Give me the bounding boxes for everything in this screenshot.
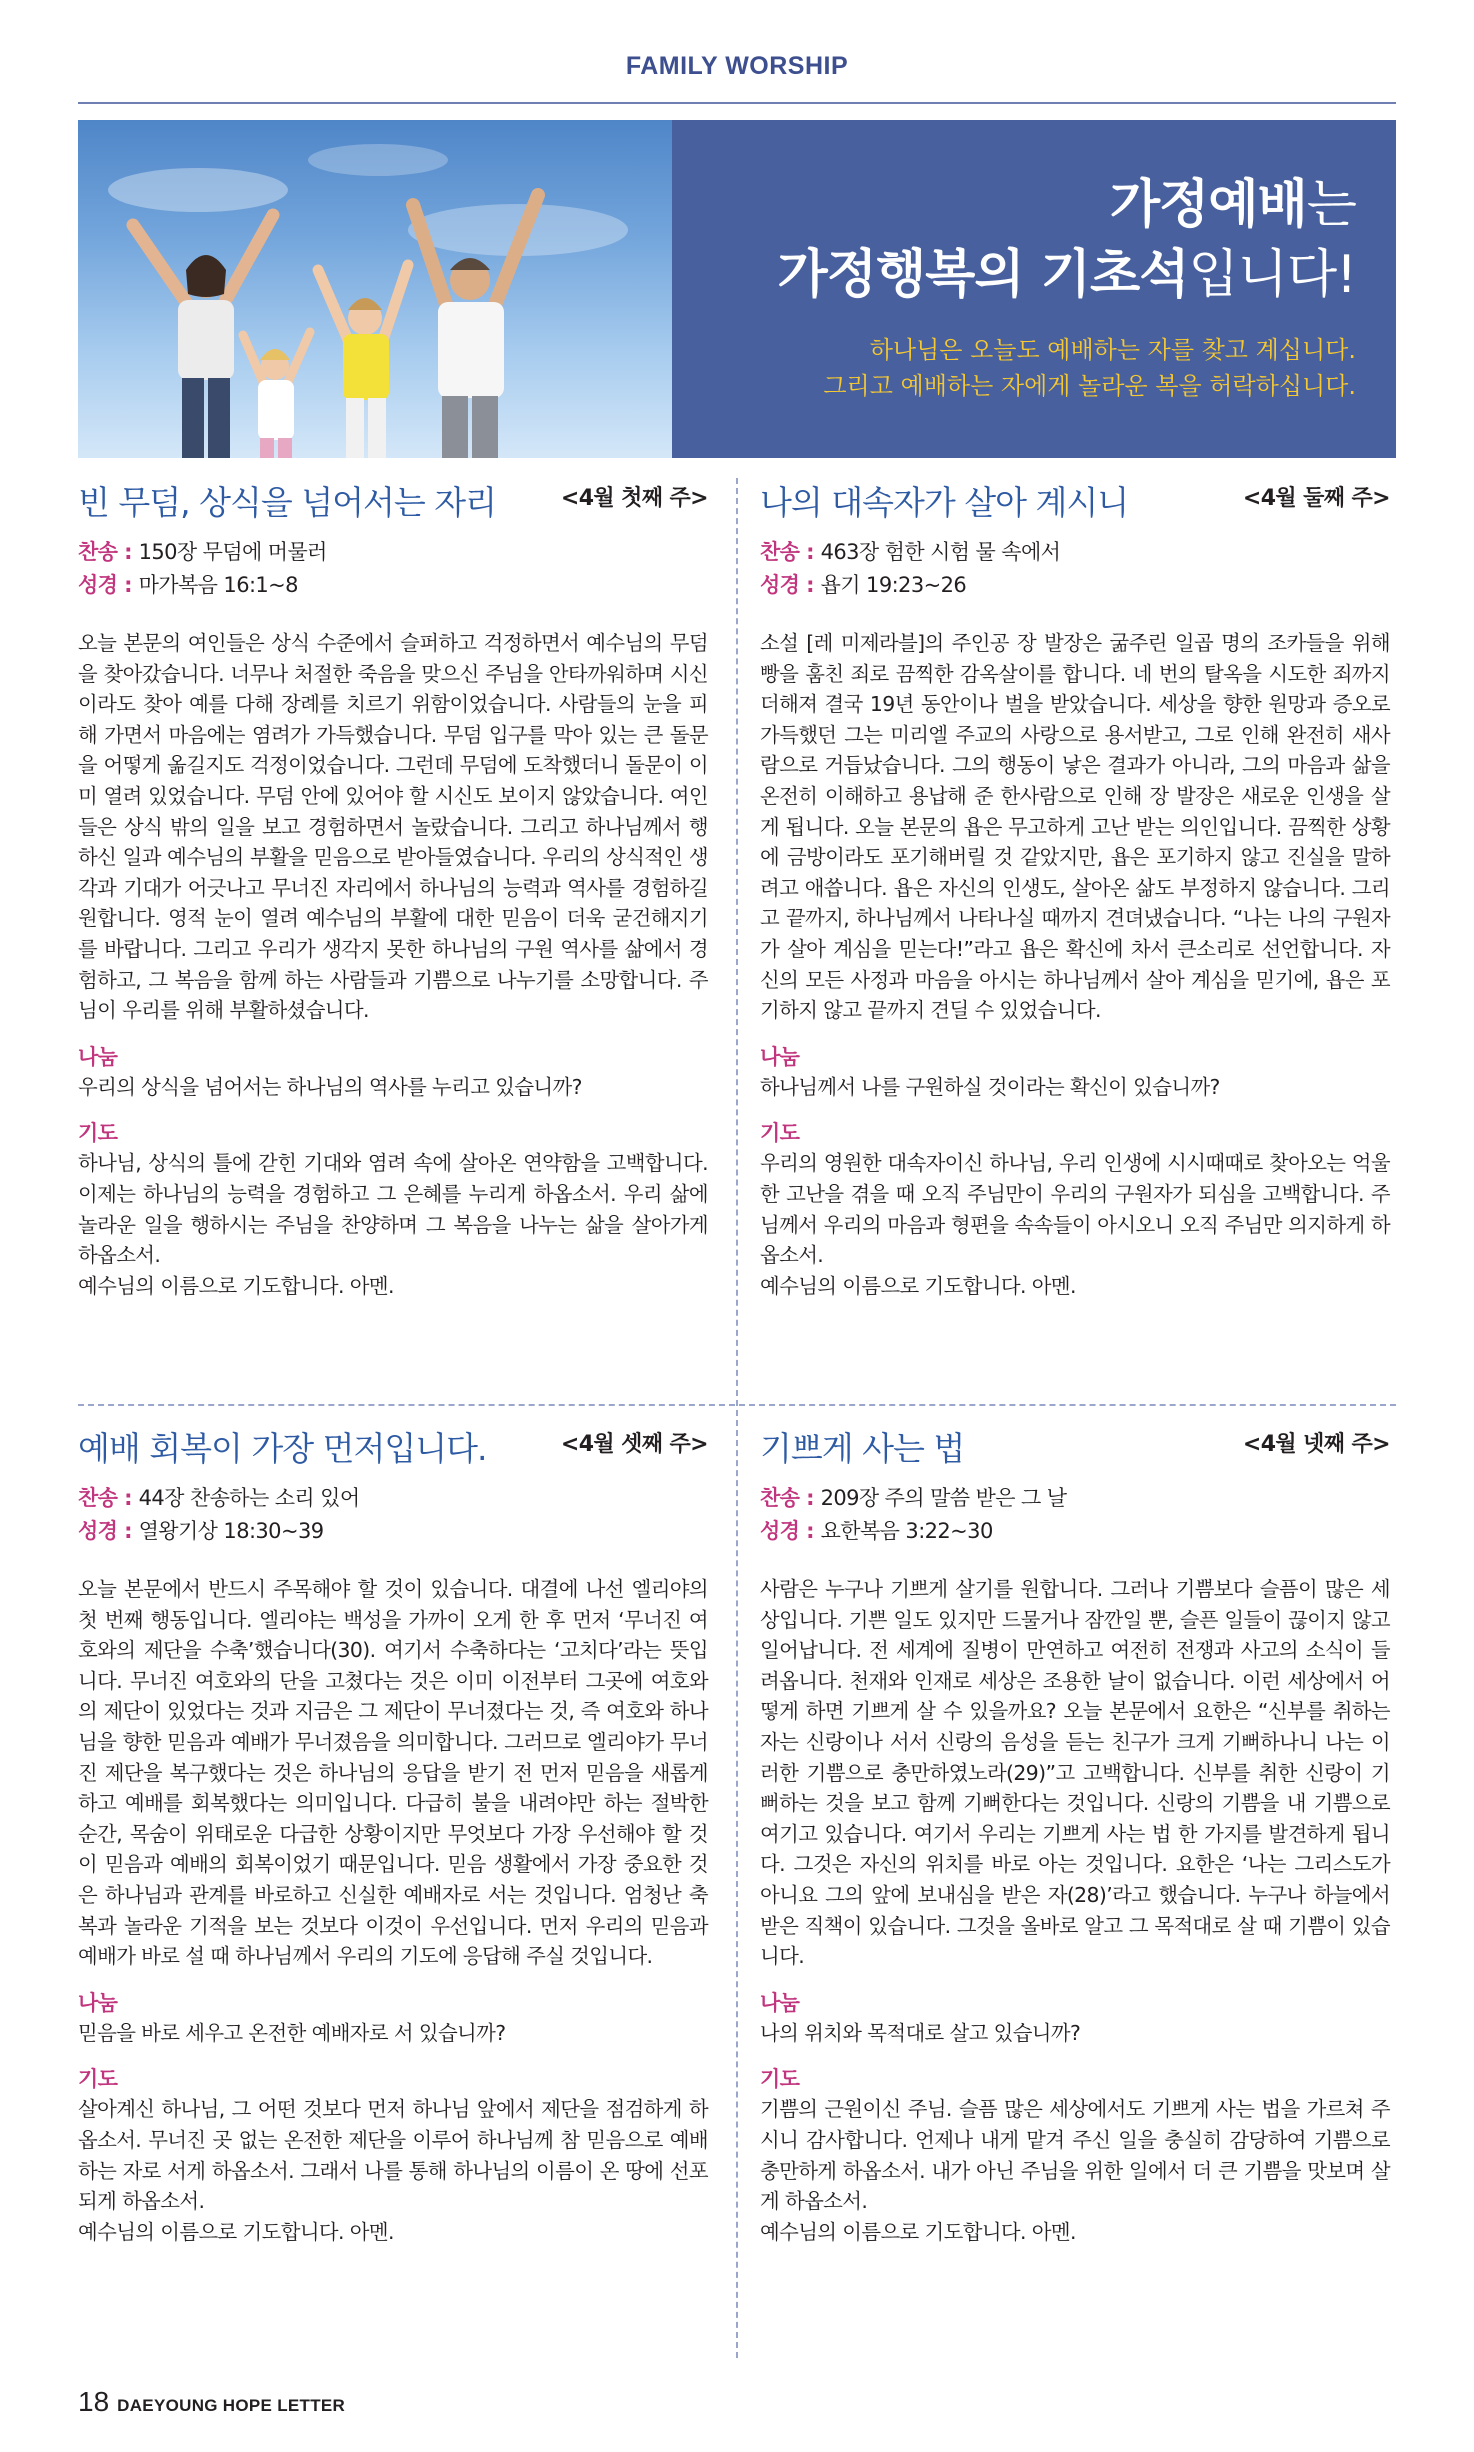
scripture-value: 열왕기상 18:30~39	[138, 1519, 324, 1543]
hero-title-panel	[672, 120, 1396, 458]
family-raising-arms-illustration	[78, 120, 672, 458]
sermon-body: 사람은 누구나 기쁘게 살기를 원합니다. 그러나 기쁨보다 슬픔이 많은 세상입니다. 기쁜 일도 있지만 드물거나 잠깐일 뿐, 슬픈 일들이 끊이지 않고 일어납니다. 전 세계에 질병이 만연하고 여전히 전쟁과 사고의 소식이 들려옵니다. 천재와 인재로 세상은 조용한 날이 없습니다. 이런 세상에서 어떻게 하면 기쁘게 살 수 있을까요? 오늘 본문에서 요한은 “신부를 취하는 자는 신랑이나 서서 신랑의 음성을 듣는 친구가 크게 기뻐하나니 나는 이러한 기쁨으로 충만하였노라(29)”고 고백합니다. 신부를 취한 신랑이 기뻐하는 것을 보고 함께 기뻐한다는 것입니다. 신랑의 기쁨을 내 기쁨으로 여기고 있습니다. 여기서 우리는 기쁘게 사는 법 한 가지를 발견하게 됩니다. 그것은 자신의 위치를 바로 아는 것입니다. 요한은 ‘나는 그리스도가 아니요 그의 앞에 보내심을 받은 자(28)’라고 했습니다. 누구나 하늘에서 받은 직책이 있습니다. 그것을 올바로 알고 그 목적대로 살 때 기쁨이 있습니다.	[760, 1577, 1390, 1969]
week-label: <4월 첫째 주>	[560, 486, 708, 511]
hymn-label: 찬송	[78, 540, 118, 564]
publication-name: DAEYOUNG HOPE LETTER	[117, 2396, 346, 2415]
share-question: 우리의 상식을 넘어서는 하나님의 역사를 누리고 있습니까?	[78, 1074, 582, 1099]
hero-subtitle-line1: 하나님은 오늘도 예배하는 자를 찾고 계십니다.	[869, 336, 1356, 364]
hero-subtitle-line2: 그리고 예배하는 자에게 놀라운 복을 허락하십니다.	[823, 372, 1356, 400]
share-question: 하나님께서 나를 구원하실 것이라는 확신이 있습니까?	[760, 1074, 1220, 1099]
hymn-line: 찬송 : 463장 험한 시험 물 속에서	[760, 540, 1061, 564]
header-rule	[78, 102, 1396, 104]
share-heading: 나눔	[760, 1990, 800, 2015]
hero-title-line2-bold: 가정행복의 기초석	[777, 245, 1189, 305]
week-title: 빈 무덤, 상식을 넘어서는 자리	[78, 483, 496, 522]
hymn-value: 463장 험한 시험 물 속에서	[820, 540, 1061, 564]
prayer-text: 하나님, 상식의 틀에 갇힌 기대와 염려 속에 살아온 연약함을 고백합니다. 이제는 하나님의 능력을 경험하고 그 은혜를 누리게 하옵소서. 우리 삶에 놀라운 일을 행하시는 주님을 찬양하며 그 복음을 나누는 삶을 살아가게 하옵소서.	[78, 1151, 708, 1268]
scripture-value: 요한복음 3:22~30	[820, 1519, 993, 1543]
hymn-line: 찬송 : 209장 주의 말씀 받은 그 날	[760, 1486, 1067, 1510]
week-4-section	[760, 1424, 1390, 2247]
week-title: 예배 회복이 가장 먼저입니다.	[78, 1429, 487, 1468]
scripture-label: 성경	[760, 573, 800, 597]
sermon-body: 오늘 본문에서 반드시 주목해야 할 것이 있습니다. 대결에 나선 엘리야의 첫 번째 행동입니다. 엘리야는 백성을 가까이 오게 한 후 먼저 ‘무너진 여호와의 제단을 수축’했습니다(30). 여기서 수축하다는 ‘고치다’라는 뜻입니다. 무너진 여호와의 단을 고쳤다는 것은 이미 이전부터 그곳에 여호와의 제단이 있었다는 것과 지금은 그 제단이 무너졌다는 것, 즉 여호와 하나님을 향한 믿음과 예배가 무너졌음을 의미합니다. 그러므로 엘리야가 무너진 제단을 복구했다는 것은 하나님의 응답을 받기 전 먼저 믿음을 새롭게 하고 예배를 회복했다는 의미입니다. 다급히 불을 내려야만 하는 절박한 순간, 목숨이 위태로운 다급한 상황이지만 무엇보다 가장 우선해야 할 것이 믿음과 예배의 회복이었기 때문입니다. 믿음 생활에서 가장 중요한 것은 하나님과 관계를 바로하고 신실한 예배자로 서는 것입니다. 엄청난 축복과 놀라운 기적을 보는 것보다 이것이 우선입니다. 먼저 우리의 믿음과 예배가 바로 설 때 하나님께서 우리의 기도에 응답해 주실 것입니다.	[78, 1577, 708, 1969]
prayer-closing: 예수님의 이름으로 기도합니다. 아멘.	[78, 2219, 394, 2244]
week-label: <4월 넷째 주>	[1242, 1432, 1390, 1457]
hero-banner	[78, 120, 1396, 458]
section-label: FAMILY WORSHIP	[625, 52, 849, 80]
share-question: 믿음을 바로 세우고 온전한 예배자로 서 있습니까?	[78, 2020, 506, 2045]
prayer-heading: 기도	[78, 1121, 118, 1146]
person-boy	[318, 265, 408, 458]
share-heading: 나눔	[760, 1044, 800, 1069]
prayer-heading: 기도	[760, 2067, 800, 2092]
prayer-closing: 예수님의 이름으로 기도합니다. 아멘.	[760, 1273, 1076, 1298]
scripture-label: 성경	[78, 1519, 118, 1543]
scripture-value: 욥기 19:23~26	[820, 573, 967, 597]
scripture-label: 성경	[78, 573, 118, 597]
scripture-line: 성경 : 욥기 19:23~26	[760, 573, 967, 597]
column-divider	[736, 478, 738, 2358]
prayer-closing: 예수님의 이름으로 기도합니다. 아멘.	[78, 1273, 394, 1298]
hymn-label: 찬송	[760, 540, 800, 564]
row-divider	[78, 1404, 1396, 1406]
prayer-text: 우리의 영원한 대속자이신 하나님, 우리 인생에 시시때때로 찾아오는 억울한 고난을 겪을 때 오직 주님만이 우리의 구원자가 되심을 고백합니다. 주님께서 우리의 마음과 형편을 속속들이 아시오니 오직 주님만 의지하게 하옵소서.	[760, 1151, 1390, 1268]
hymn-line: 찬송 : 150장 무덤에 머물러	[78, 540, 327, 564]
hymn-label: 찬송	[760, 1486, 800, 1510]
week-label: <4월 셋째 주>	[560, 1432, 708, 1457]
prayer-text: 살아계신 하나님, 그 어떤 것보다 먼저 하나님 앞에서 제단을 점검하게 하옵소서. 무너진 곳 없는 온전한 제단을 이루어 하나님께 참 믿음으로 예배하는 자로 서게 하옵소서. 그래서 나를 통해 하나님의 이름이 온 땅에 선포되게 하옵소서.	[78, 2097, 708, 2214]
hero-subtitle	[823, 332, 1356, 404]
week-1-section	[78, 478, 708, 1301]
family-worship-photo	[78, 120, 672, 458]
week-2-section	[760, 478, 1390, 1301]
page-number: 18	[78, 2386, 110, 2417]
share-heading: 나눔	[78, 1990, 118, 2015]
scripture-line: 성경 : 요한복음 3:22~30	[760, 1519, 993, 1543]
prayer-closing: 예수님의 이름으로 기도합니다. 아멘.	[760, 2219, 1076, 2244]
scripture-label: 성경	[760, 1519, 800, 1543]
week-title: 나의 대속자가 살아 계시니	[760, 483, 1129, 522]
hero-title-line1-rest: 는	[1306, 175, 1356, 235]
person-mother	[133, 215, 273, 458]
share-heading: 나눔	[78, 1044, 118, 1069]
prayer-heading: 기도	[78, 2067, 118, 2092]
hymn-line: 찬송 : 44장 찬송하는 소리 있어	[78, 1486, 360, 1510]
scripture-value: 마가복음 16:1~8	[138, 573, 298, 597]
sermon-body: 소설 [레 미제라블]의 주인공 장 발장은 굶주린 일곱 명의 조카들을 위해 빵을 훔친 죄로 끔찍한 감옥살이를 합니다. 네 번의 탈옥을 시도한 죄까지 더해져 결국 19년 동안이나 벌을 받았습니다. 세상을 향한 원망과 증오로 가득했던 그는 미리엘 주교의 사랑으로 용서받고, 그로 인해 완전히 새사람으로 거듭났습니다. 그의 행동이 낳은 결과가 아니라, 그의 마음과 삶을 온전히 이해하고 용납해 준 한사람으로 인해 장 발장은 새로운 인생을 살게 됩니다. 오늘 본문의 욥은 무고하게 고난 받는 의인입니다. 끔찍한 상황에 금방이라도 포기해버릴 것 같았지만, 욥은 포기하지 않고 진실을 말하려고 애씁니다. 욥은 자신의 인생도, 살아온 삶도 부정하지 않습니다. 그리고 끝까지, 하나님께서 나타나실 때까지 견뎌냈습니다. “나는 나의 구원자가 살아 계심을 믿는다!”라고 욥은 확신에 차서 큰소리로 선언합니다. 자신의 모든 사정과 마음을 아시는 하나님께서 살아 계심을 믿기에, 욥은 포기하지 않고 끝까지 견딜 수 있었습니다.	[760, 631, 1390, 1023]
prayer-heading: 기도	[760, 1121, 800, 1146]
hymn-label: 찬송	[78, 1486, 118, 1510]
hero-title-line1-bold: 가정예배	[1109, 175, 1307, 235]
prayer-text: 기쁨의 근원이신 주님. 슬픔 많은 세상에서도 기쁘게 사는 법을 가르쳐 주시니 감사합니다. 언제나 내게 맡겨 주신 일을 충실히 감당하여 기쁨으로 충만하게 하옵소서. 내가 아닌 주님을 위한 일에서 더 큰 기쁨을 맛보며 살게 하옵소서.	[760, 2097, 1390, 2214]
hymn-value: 150장 무덤에 머물러	[138, 540, 327, 564]
hero-title	[777, 170, 1356, 310]
hymn-value: 209장 주의 말씀 받은 그 날	[820, 1486, 1067, 1510]
scripture-line: 성경 : 열왕기상 18:30~39	[78, 1519, 324, 1543]
person-girl	[243, 332, 310, 458]
week-title: 기쁘게 사는 법	[760, 1429, 965, 1468]
hymn-value: 44장 찬송하는 소리 있어	[138, 1486, 360, 1510]
sermon-body: 오늘 본문의 여인들은 상식 수준에서 슬퍼하고 걱정하면서 예수님의 무덤을 찾아갔습니다. 너무나 처절한 죽음을 맞으신 주님을 안타까워하며 시신이라도 찾아 예를 다해 장례를 치르기 위함이었습니다. 사람들의 눈을 피해 가면서 마음에는 염려가 가득했습니다. 무덤 입구를 막아 있는 큰 돌문을 어떻게 옮길지도 걱정이었습니다. 그런데 무덤에 도착했더니 돌문이 이미 열려 있었습니다. 무덤 안에 있어야 할 시신도 보이지 않았습니다. 여인들은 상식 밖의 일을 보고 경험하면서 놀랐습니다. 그리고 하나님께서 행하신 일과 예수님의 부활을 믿음으로 받아들였습니다. 우리의 상식적인 생각과 기대가 어긋나고 무너진 자리에서 하나님의 능력과 역사를 경험하길 원합니다. 영적 눈이 열려 예수님의 부활에 대한 믿음이 더욱 굳건해지기를 바랍니다. 그리고 우리가 생각지 못한 하나님의 구원 역사를 삶에서 경험하고, 그 복음을 함께 하는 사람들과 기쁨으로 나누기를 소망합니다. 주님이 우리를 위해 부활하셨습니다.	[78, 631, 708, 1023]
hero-title-line2-rest: 입니다!	[1188, 245, 1356, 305]
share-question: 나의 위치와 목적대로 살고 있습니까?	[760, 2020, 1081, 2045]
scripture-line: 성경 : 마가복음 16:1~8	[78, 573, 298, 597]
week-label: <4월 둘째 주>	[1242, 486, 1390, 511]
page-footer	[78, 2386, 345, 2418]
week-3-section	[78, 1424, 708, 2247]
